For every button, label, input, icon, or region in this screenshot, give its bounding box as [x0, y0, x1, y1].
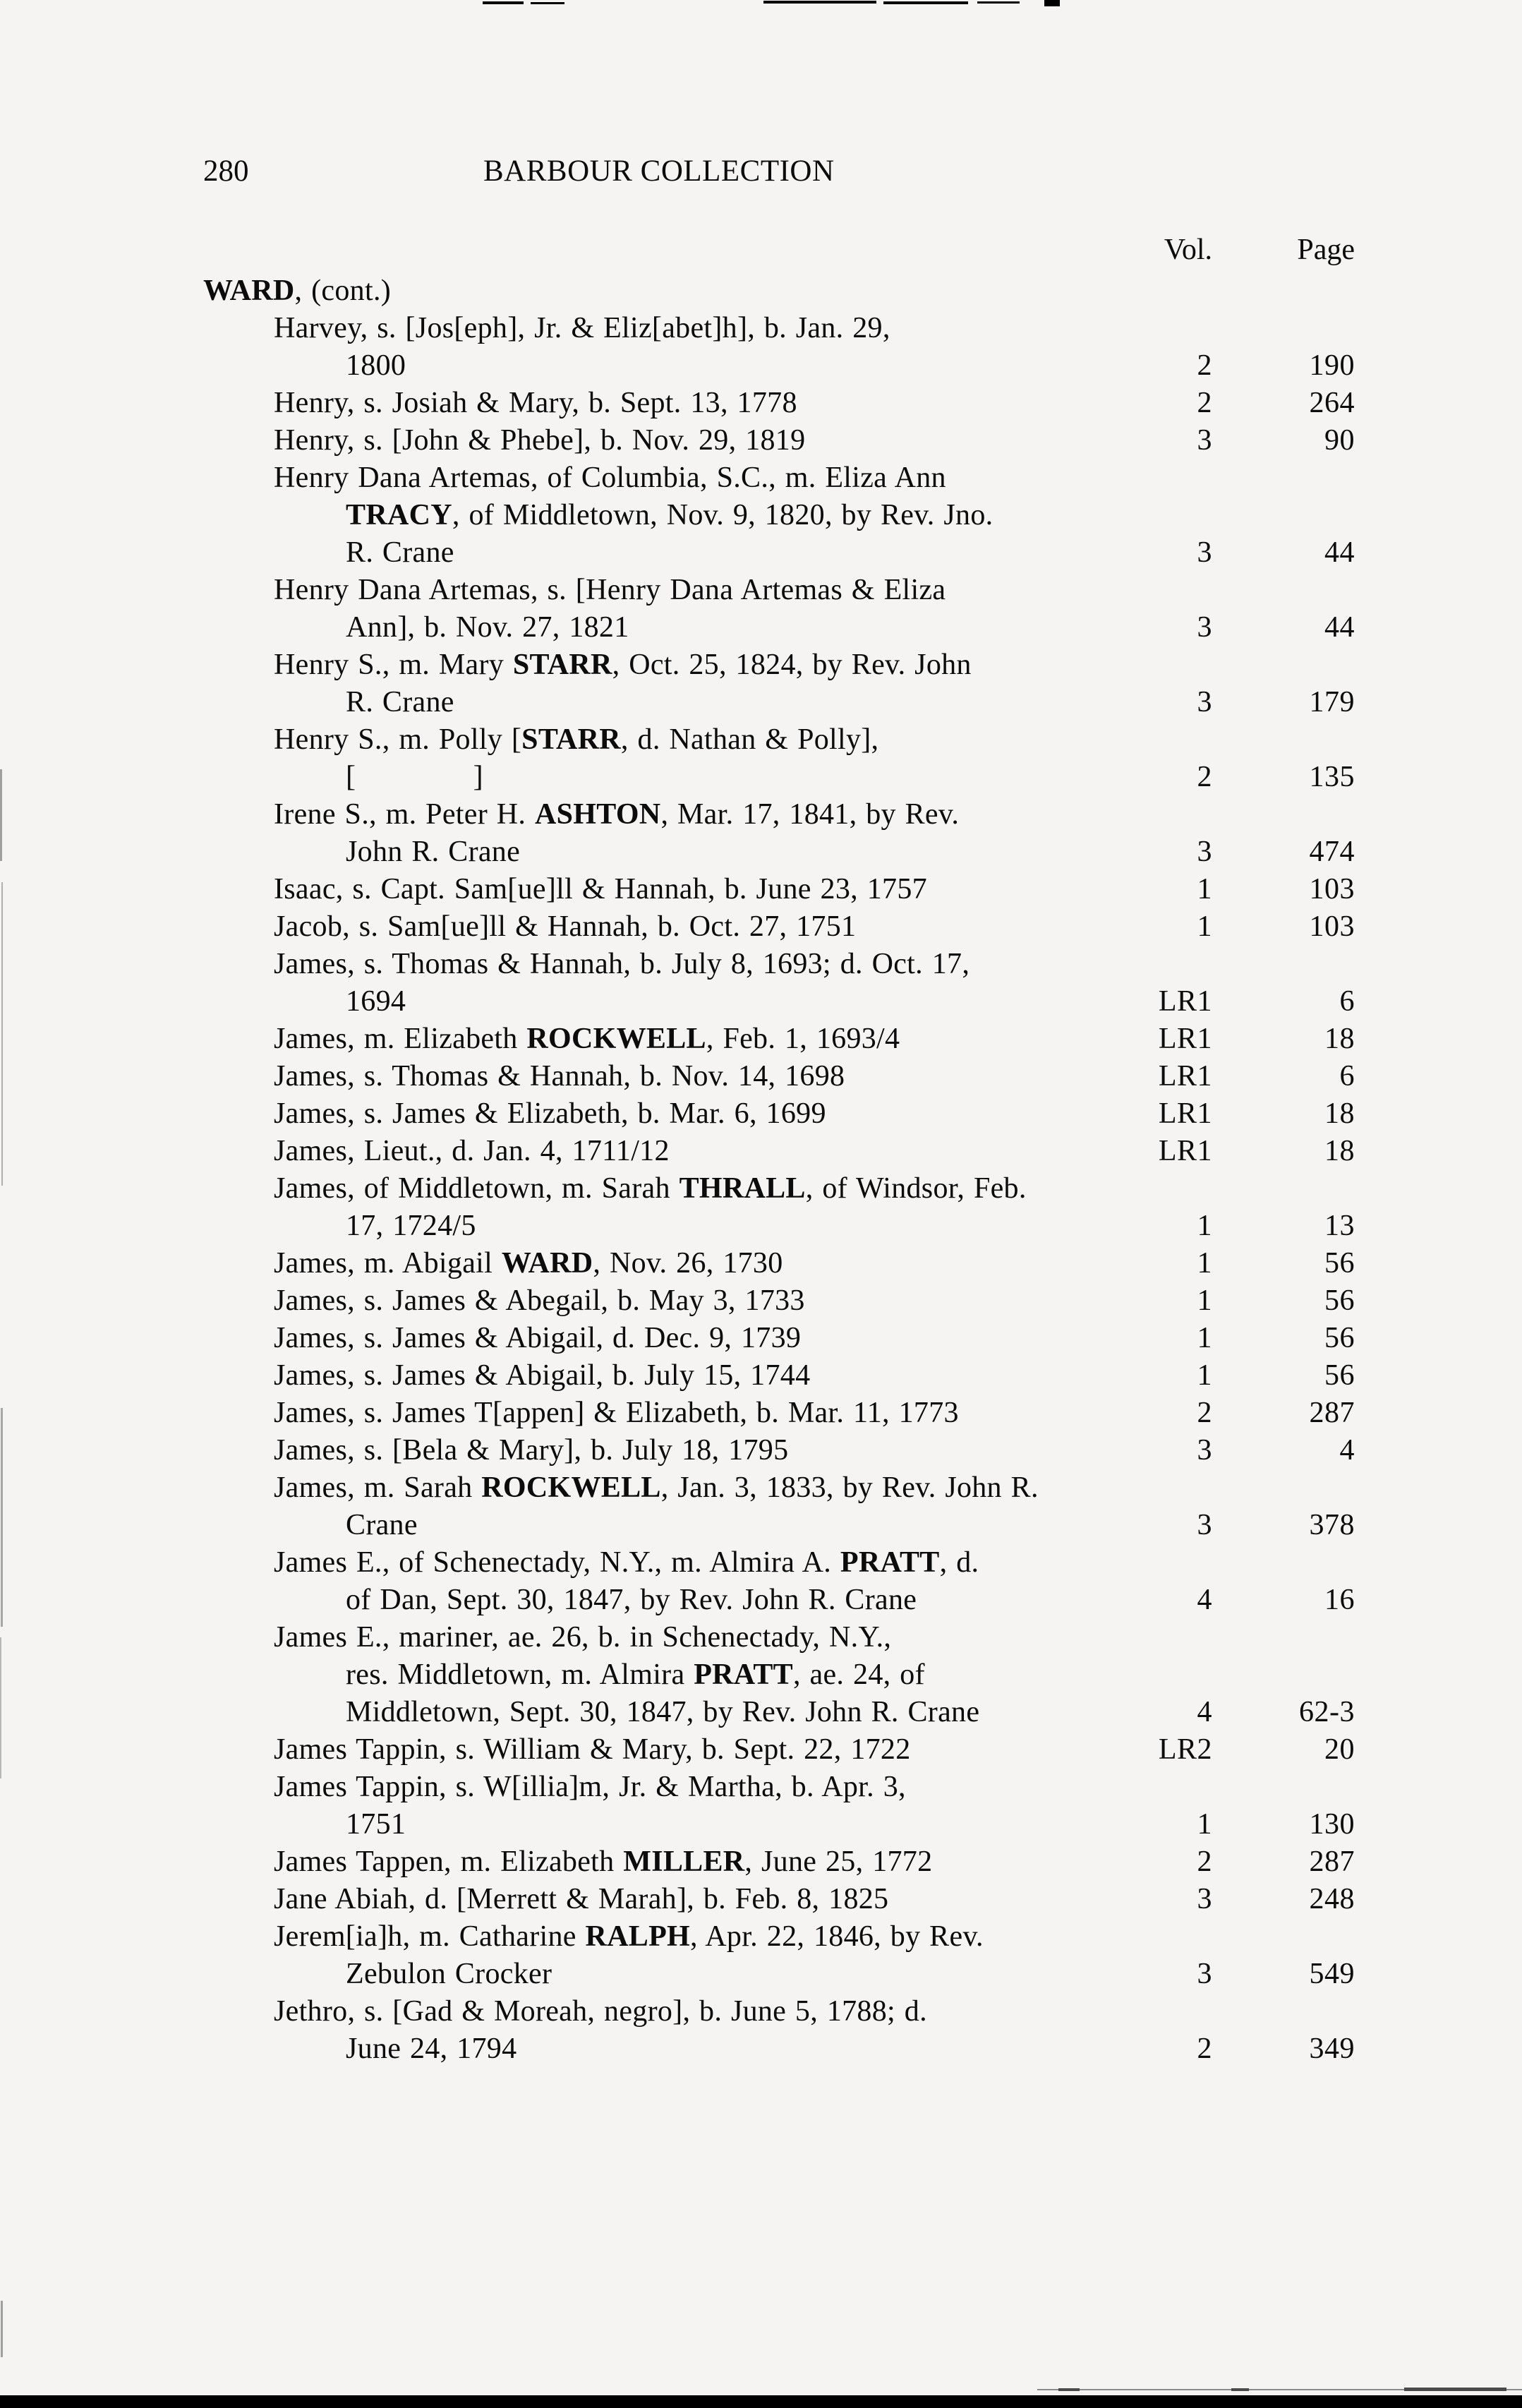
entry-line: [0, 1208, 1522, 1245]
vol-cell: 3: [1197, 686, 1212, 718]
entry-text: James, s. [Bela & Mary], b. July 18, 1795: [274, 1434, 789, 1467]
vol-cell: 2: [1197, 1397, 1212, 1429]
page-cell: 549: [1309, 1958, 1355, 1990]
page-cell: 62-3: [1299, 1696, 1355, 1728]
scan-artifact-top: [531, 2, 564, 4]
page-cell: 16: [1324, 1584, 1355, 1616]
vol-cell: 1: [1197, 873, 1212, 905]
entry-line: [0, 983, 1522, 1021]
entry-line: [0, 609, 1522, 646]
page-cell: 56: [1324, 1359, 1355, 1392]
scan-artifact-bottom-dash: [1058, 2388, 1080, 2391]
vol-cell: 3: [1197, 424, 1212, 457]
page-cell: 18: [1324, 1023, 1355, 1055]
entry-line: [0, 721, 1522, 759]
entry-text: James, m. Abigail WARD, Nov. 26, 1730: [274, 1247, 783, 1280]
page-cell: 90: [1324, 424, 1355, 457]
vol-cell: 1: [1197, 1359, 1212, 1392]
entry-text: James, s. Thomas & Hannah, b. Nov. 14, 1698: [274, 1060, 845, 1092]
vol-cell: 3: [1197, 1958, 1212, 1990]
entry-text: Jacob, s. Sam[ue]ll & Hannah, b. Oct. 27, 1751: [274, 910, 857, 943]
vol-cell: 3: [1197, 1883, 1212, 1915]
vol-cell: 3: [1197, 1509, 1212, 1541]
column-headers: [0, 231, 1522, 269]
entry-line: [0, 534, 1522, 572]
entry-text: James, m. Elizabeth ROCKWELL, Feb. 1, 1693/4: [274, 1023, 900, 1055]
entry-line: [0, 1170, 1522, 1208]
scan-artifact-bottom-dash: [1404, 2388, 1506, 2391]
entry-line: [0, 1619, 1522, 1656]
vol-cell: LR2: [1158, 1733, 1212, 1766]
entry-text: Middletown, Sept. 30, 1847, by Rev. John R. Crane: [346, 1696, 980, 1728]
entry-text: James Tappin, s. William & Mary, b. Sept. 22, 1722: [274, 1733, 911, 1766]
entry-text: James, s. James & Abigail, b. July 15, 1744: [274, 1359, 811, 1392]
entry-line: [0, 908, 1522, 946]
entry-line: [0, 422, 1522, 459]
entry-line: [0, 1694, 1522, 1731]
page-cell: 190: [1309, 349, 1355, 382]
entry-text: Isaac, s. Capt. Sam[ue]ll & Hannah, b. June 23, 1757: [274, 873, 927, 905]
entry-text: James, of Middletown, m. Sarah THRALL, of Windsor, Feb.: [274, 1172, 1027, 1205]
page-title: BARBOUR COLLECTION: [483, 155, 835, 188]
page-cell: 103: [1309, 873, 1355, 905]
vol-cell: 3: [1197, 536, 1212, 569]
vol-cell: 2: [1197, 1846, 1212, 1878]
vol-cell: LR1: [1158, 1060, 1212, 1092]
page-cell: 6: [1339, 985, 1355, 1018]
entry-line: [0, 1395, 1522, 1432]
scan-artifact-bottom-bar: [0, 2395, 1522, 2408]
scan-artifact-bottom-dash: [1231, 2388, 1249, 2391]
page-cell: 18: [1324, 1135, 1355, 1167]
entry-text: June 24, 1794: [346, 2033, 517, 2065]
entry-text: James, s. James & Elizabeth, b. Mar. 6, 1699: [274, 1097, 826, 1130]
vol-cell: LR1: [1158, 1135, 1212, 1167]
entry-text: Jane Abiah, d. [Merrett & Marah], b. Feb. 8, 1825: [274, 1883, 889, 1915]
page-cell: 44: [1324, 536, 1355, 569]
entry-text: James Tappen, m. Elizabeth MILLER, June 25, 1772: [274, 1846, 933, 1878]
vol-cell: 1: [1197, 1808, 1212, 1841]
entry-line: [0, 1058, 1522, 1095]
entry-text: Henry Dana Artemas, s. [Henry Dana Artemas & Eliza: [274, 574, 946, 606]
page-cell: 103: [1309, 910, 1355, 943]
scan-artifact-top: [763, 1, 876, 4]
scan-artifact-left-edge: [1, 2301, 3, 2357]
entry-line: [0, 1582, 1522, 1619]
page-cell: 378: [1309, 1509, 1355, 1541]
entry-text: of Dan, Sept. 30, 1847, by Rev. John R. Crane: [346, 1584, 917, 1616]
entry-text: Jethro, s. [Gad & Moreah, negro], b. June 5, 1788; d.: [274, 1995, 927, 2028]
vol-cell: 3: [1197, 836, 1212, 868]
entry-line: [0, 1245, 1522, 1282]
entry-line: [0, 385, 1522, 422]
vol-cell: 3: [1197, 1434, 1212, 1467]
entry-line: [0, 1095, 1522, 1133]
entry-line: [0, 347, 1522, 385]
vol-cell: 1: [1197, 1210, 1212, 1242]
entry-text: James, s. James & Abigail, d. Dec. 9, 1739: [274, 1322, 802, 1354]
entry-text: James, s. James T[appen] & Elizabeth, b. Mar. 11, 1773: [274, 1397, 959, 1429]
entry-line: [0, 1133, 1522, 1170]
vol-cell: 1: [1197, 1322, 1212, 1354]
entry-text: TRACY, of Middletown, Nov. 9, 1820, by Rev. Jno.: [346, 499, 993, 531]
entry-line: [0, 1993, 1522, 2030]
vol-cell: 4: [1197, 1696, 1212, 1728]
entry-text: Crane: [346, 1509, 418, 1541]
entry-line: [0, 1432, 1522, 1469]
vol-cell: 2: [1197, 349, 1212, 382]
page-cell: 44: [1324, 611, 1355, 644]
entry-line: [0, 833, 1522, 871]
entry-line: [0, 1956, 1522, 1993]
vol-cell: 2: [1197, 2033, 1212, 2065]
vol-cell: LR1: [1158, 1023, 1212, 1055]
entry-text: Henry S., m. Polly [STARR, d. Nathan & Polly],: [274, 723, 879, 756]
page-cell: 56: [1324, 1322, 1355, 1354]
entry-text: Harvey, s. [Jos[eph], Jr. & Eliz[abet]h], b. Jan. 29,: [274, 312, 890, 344]
vol-cell: 1: [1197, 910, 1212, 943]
entry-text: 17, 1724/5: [346, 1210, 476, 1242]
entry-text: Irene S., m. Peter H. ASHTON, Mar. 17, 1841, by Rev.: [274, 798, 960, 831]
page-cell: 135: [1309, 761, 1355, 793]
entry-line: [0, 1357, 1522, 1395]
page-cell: 287: [1309, 1397, 1355, 1429]
entry-line: [0, 310, 1522, 347]
page-cell: 474: [1309, 836, 1355, 868]
entry-line: [0, 1021, 1522, 1058]
page-cell: 287: [1309, 1846, 1355, 1878]
entry-line: [0, 646, 1522, 684]
entry-text: R. Crane: [346, 536, 454, 569]
entry-line: [0, 1918, 1522, 1956]
entry-line: [0, 1881, 1522, 1918]
page-cell: 6: [1339, 1060, 1355, 1092]
entry-line: [0, 572, 1522, 609]
page-cell: 248: [1309, 1883, 1355, 1915]
page-cell: 264: [1309, 387, 1355, 419]
entry-text: Ann], b. Nov. 27, 1821: [346, 611, 629, 644]
entry-line: [0, 871, 1522, 908]
entry-text: Henry S., m. Mary STARR, Oct. 25, 1824, by Rev. John: [274, 649, 972, 681]
vol-cell: 1: [1197, 1247, 1212, 1280]
entry-line: [0, 1806, 1522, 1843]
scan-artifact-top: [977, 1, 1020, 4]
entry-line: [0, 759, 1522, 796]
scan-artifact-top: [483, 1, 524, 4]
entry-line: [0, 946, 1522, 983]
entry-text: John R. Crane: [346, 836, 521, 868]
entry-line: [0, 1469, 1522, 1507]
vol-cell: 2: [1197, 761, 1212, 793]
entry-line: [0, 1544, 1522, 1582]
page-cell: 130: [1309, 1808, 1355, 1841]
vol-cell: 1: [1197, 1284, 1212, 1317]
entry-line: [0, 497, 1522, 534]
page-number: 280: [203, 155, 249, 188]
entry-text: R. Crane: [346, 686, 454, 718]
section-header-line: [0, 272, 1522, 310]
scan-artifact-top: [1044, 0, 1060, 6]
entry-text: James E., mariner, ae. 26, b. in Schenectady, N.Y.,: [274, 1621, 892, 1654]
entry-text: James E., of Schenectady, N.Y., m. Almira A. PRATT, d.: [274, 1546, 979, 1579]
entry-line: [0, 1507, 1522, 1544]
entry-text: 1800: [346, 349, 406, 382]
entry-line: [0, 1843, 1522, 1881]
page-cell: 349: [1309, 2033, 1355, 2065]
entry-text: James, s. James & Abegail, b. May 3, 1733: [274, 1284, 805, 1317]
entry-text: [ ]: [346, 761, 483, 793]
entry-text: James, s. Thomas & Hannah, b. July 8, 1693; d. Oct. 17,: [274, 948, 970, 980]
entry-text: 1694: [346, 985, 406, 1018]
page-cell: 56: [1324, 1247, 1355, 1280]
entry-text: Zebulon Crocker: [346, 1958, 552, 1990]
entry-line: [0, 1731, 1522, 1769]
page-column-header: Page: [1297, 234, 1355, 266]
entry-line: [0, 1282, 1522, 1320]
page-cell: 18: [1324, 1097, 1355, 1130]
entry-line: [0, 1320, 1522, 1357]
entry-text: 1751: [346, 1808, 406, 1841]
vol-cell: LR1: [1158, 1097, 1212, 1130]
entry-text: res. Middletown, m. Almira PRATT, ae. 24, of: [346, 1658, 925, 1691]
vol-column-header: Vol.: [1164, 234, 1212, 266]
entry-text: Henry Dana Artemas, of Columbia, S.C., m. Eliza Ann: [274, 462, 946, 494]
page-cell: 56: [1324, 1284, 1355, 1317]
vol-cell: LR1: [1158, 985, 1212, 1018]
entry-text: James Tappin, s. W[illia]m, Jr. & Martha, b. Apr. 3,: [274, 1771, 906, 1803]
entry-line: [0, 1656, 1522, 1694]
page-cell: 20: [1324, 1733, 1355, 1766]
entry-line: [0, 684, 1522, 721]
entry-line: [0, 2030, 1522, 2068]
vol-cell: 3: [1197, 611, 1212, 644]
entry-text: Henry, s. Josiah & Mary, b. Sept. 13, 1778: [274, 387, 797, 419]
entry-text: Henry, s. [John & Phebe], b. Nov. 29, 1819: [274, 424, 806, 457]
entry-line: [0, 796, 1522, 833]
scan-artifact-top: [883, 1, 968, 4]
entry-text: WARD, (cont.): [203, 275, 392, 307]
page-cell: 13: [1324, 1210, 1355, 1242]
entry-line: [0, 459, 1522, 497]
entry-text: James, m. Sarah ROCKWELL, Jan. 3, 1833, by Rev. John R.: [274, 1471, 1039, 1504]
page-cell: 4: [1339, 1434, 1355, 1467]
page-cell: 179: [1309, 686, 1355, 718]
entry-text: James, Lieut., d. Jan. 4, 1711/12: [274, 1135, 670, 1167]
entry-text: Jerem[ia]h, m. Catharine RALPH, Apr. 22, 1846, by Rev.: [274, 1920, 984, 1953]
vol-cell: 4: [1197, 1584, 1212, 1616]
vol-cell: 2: [1197, 387, 1212, 419]
entry-lines: [0, 272, 1522, 2068]
entry-line: [0, 1769, 1522, 1806]
